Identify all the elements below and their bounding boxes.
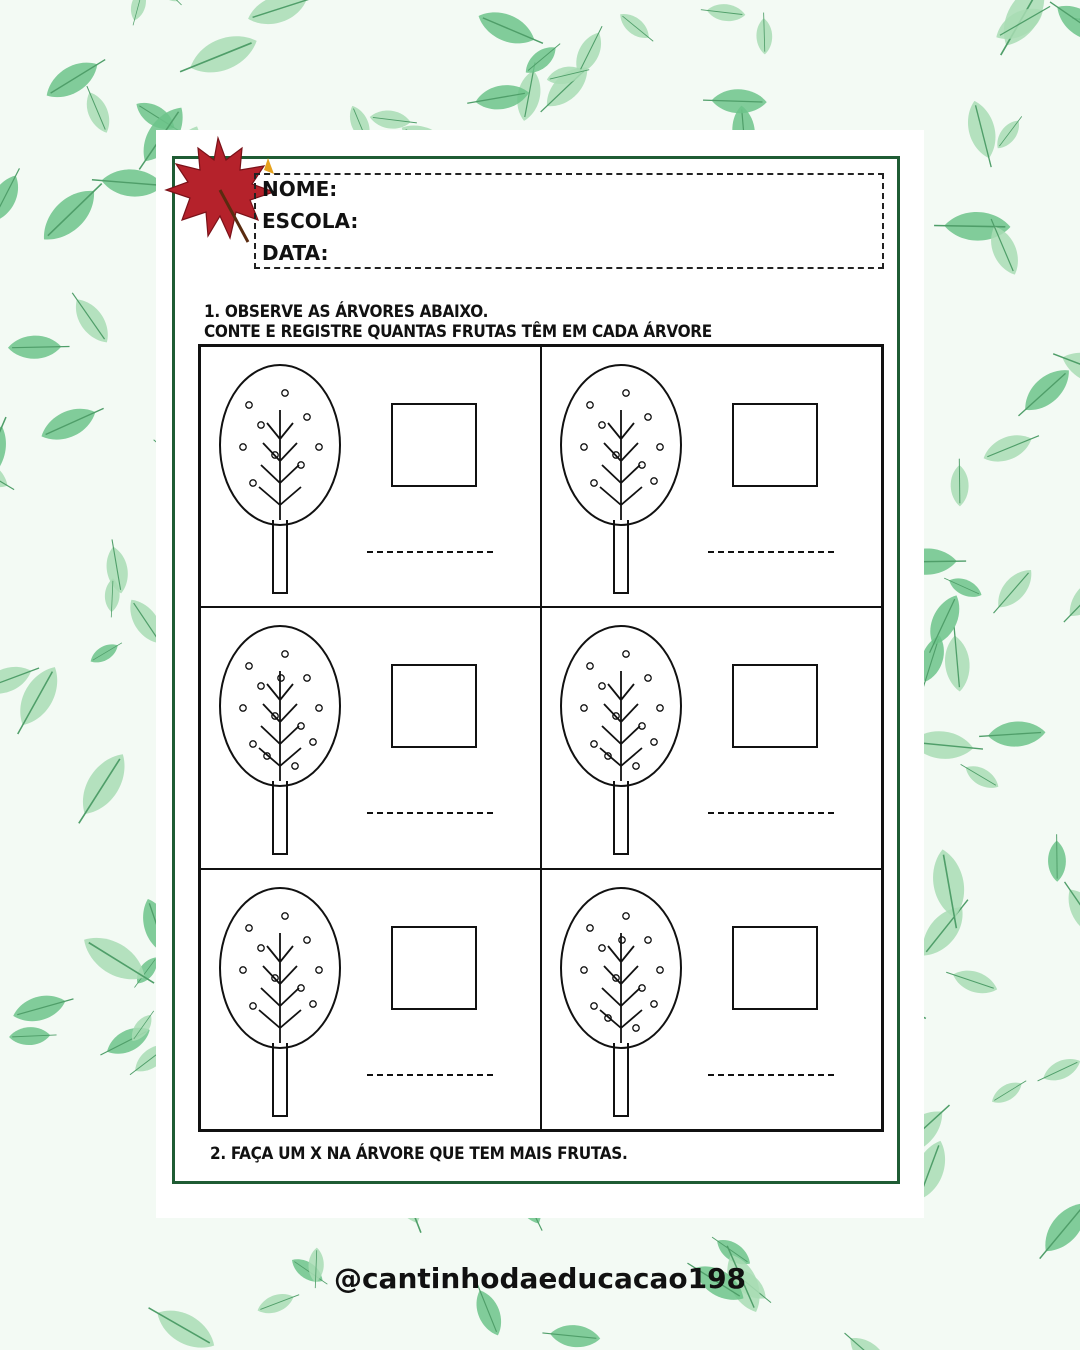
- answer-line[interactable]: [708, 1074, 834, 1076]
- fruit-icon: [282, 912, 288, 918]
- fruit-icon: [258, 422, 264, 428]
- fruit-icon: [240, 444, 246, 450]
- tree-grid: [198, 344, 884, 1132]
- fruit-icon: [250, 480, 256, 486]
- answer-box[interactable]: [732, 926, 818, 1010]
- fruit-icon: [623, 912, 629, 918]
- question-1-line-1: 1. OBSERVE AS ÁRVORES ABAIXO.: [204, 302, 489, 322]
- fruit-icon: [599, 422, 605, 428]
- fruit-icon: [651, 478, 657, 484]
- answer-box[interactable]: [732, 403, 818, 487]
- student-info-box: [254, 173, 884, 269]
- tree-icon[interactable]: [556, 616, 686, 866]
- fruit-icon: [246, 663, 252, 669]
- fruit-icon: [250, 1002, 256, 1008]
- tree-icon[interactable]: [215, 616, 345, 866]
- tree-icon[interactable]: [556, 355, 686, 605]
- fruit-icon: [587, 924, 593, 930]
- tree-cell: [200, 346, 541, 607]
- tree-icon[interactable]: [556, 878, 686, 1128]
- data-label: DATA:: [262, 241, 329, 265]
- fruit-icon: [240, 966, 246, 972]
- fruit-icon: [633, 1024, 639, 1030]
- fruit-icon: [316, 705, 322, 711]
- fruit-icon: [645, 936, 651, 942]
- fruit-icon: [246, 402, 252, 408]
- answer-line[interactable]: [367, 812, 493, 814]
- answer-box[interactable]: [732, 664, 818, 748]
- answer-line[interactable]: [367, 1074, 493, 1076]
- fruit-icon: [645, 675, 651, 681]
- fruit-icon: [581, 705, 587, 711]
- question-2: 2. FAÇA UM X NA ÁRVORE QUE TEM MAIS FRUTAS.: [210, 1144, 628, 1164]
- footer-handle: @cantinhodaeducacao198: [333, 1262, 747, 1295]
- tree-icon[interactable]: [215, 355, 345, 605]
- fruit-icon: [278, 675, 284, 681]
- fruit-icon: [304, 414, 310, 420]
- fruit-icon: [657, 444, 663, 450]
- fruit-icon: [316, 444, 322, 450]
- fruit-icon: [657, 705, 663, 711]
- fruit-icon: [240, 705, 246, 711]
- fruit-icon: [591, 480, 597, 486]
- answer-line[interactable]: [367, 551, 493, 553]
- answer-line[interactable]: [708, 812, 834, 814]
- fruit-icon: [304, 675, 310, 681]
- fruit-icon: [282, 390, 288, 396]
- fruit-icon: [599, 683, 605, 689]
- fruit-icon: [250, 741, 256, 747]
- tree-icon[interactable]: [215, 878, 345, 1128]
- fruit-icon: [258, 944, 264, 950]
- tree-cell: [541, 346, 882, 607]
- nome-label: NOME:: [262, 177, 338, 201]
- fruit-icon: [623, 390, 629, 396]
- fruit-icon: [599, 944, 605, 950]
- tree-cell: [200, 607, 541, 868]
- question-1-line-2: CONTE E REGISTRE QUANTAS FRUTAS TÊM EM CADA ÁRVORE: [204, 322, 712, 342]
- fruit-icon: [581, 966, 587, 972]
- fruit-icon: [651, 1000, 657, 1006]
- fruit-icon: [310, 739, 316, 745]
- fruit-icon: [591, 741, 597, 747]
- fruit-icon: [657, 966, 663, 972]
- fruit-icon: [581, 444, 587, 450]
- answer-box[interactable]: [391, 664, 477, 748]
- fruit-icon: [292, 763, 298, 769]
- fruit-icon: [304, 936, 310, 942]
- fruit-icon: [591, 1002, 597, 1008]
- answer-box[interactable]: [391, 403, 477, 487]
- tree-cell: [541, 869, 882, 1130]
- fruit-icon: [246, 924, 252, 930]
- tree-cell: [541, 607, 882, 868]
- fruit-icon: [258, 683, 264, 689]
- fruit-icon: [633, 763, 639, 769]
- fruit-icon: [645, 414, 651, 420]
- fruit-icon: [619, 936, 625, 942]
- fruit-icon: [623, 651, 629, 657]
- answer-line[interactable]: [708, 551, 834, 553]
- escola-label: ESCOLA:: [262, 209, 359, 233]
- fruit-icon: [310, 1000, 316, 1006]
- tree-cell: [200, 869, 541, 1130]
- fruit-icon: [316, 966, 322, 972]
- fruit-icon: [587, 402, 593, 408]
- fruit-icon: [282, 651, 288, 657]
- fruit-icon: [587, 663, 593, 669]
- answer-box[interactable]: [391, 926, 477, 1010]
- worksheet-page: [156, 130, 924, 1218]
- fruit-icon: [651, 739, 657, 745]
